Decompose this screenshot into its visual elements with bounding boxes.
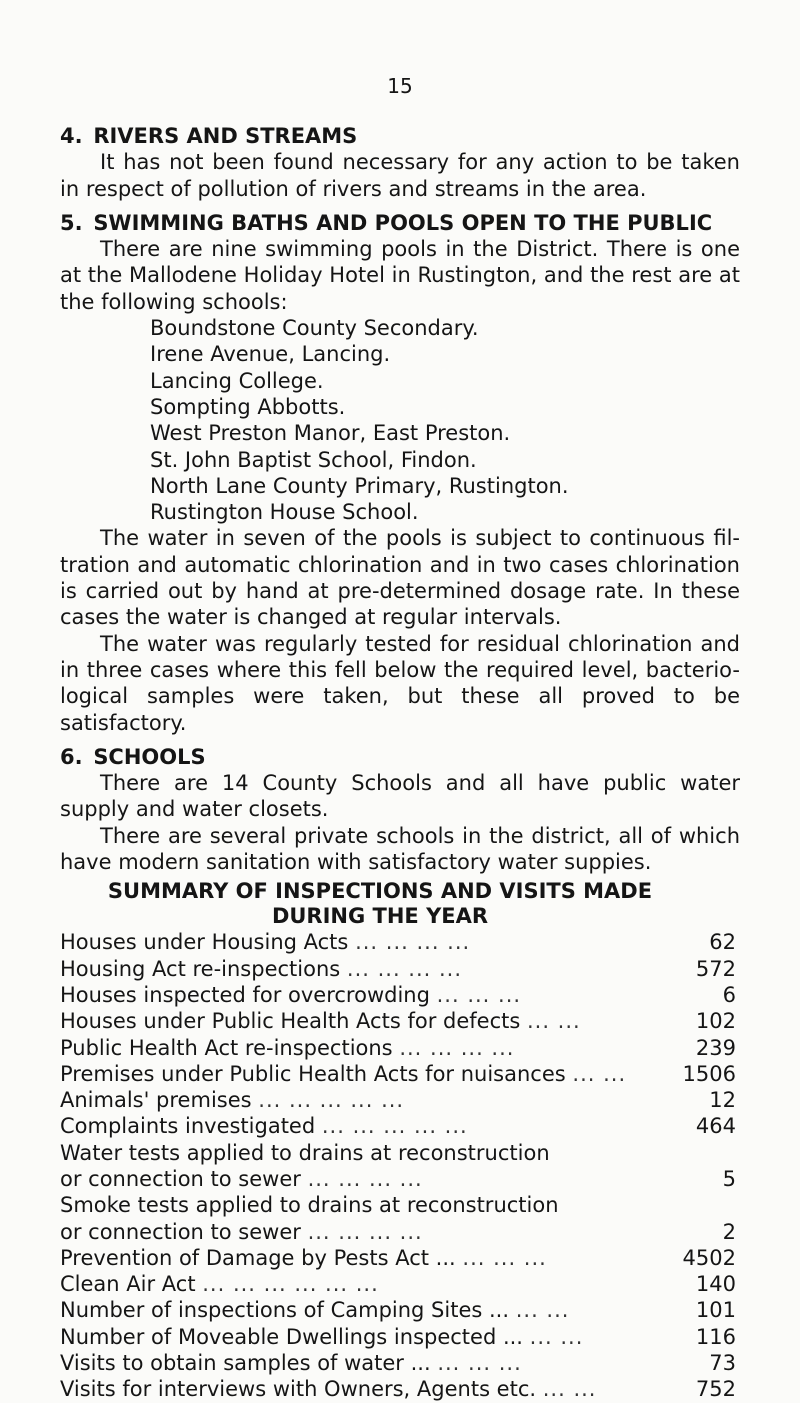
section-heading-swimming [60,210,740,236]
leader-dots: ... ... ... ... [355,930,471,955]
row-value: 116 [695,1324,736,1349]
row-value: 2 [722,1219,736,1244]
leader-dots: ... ... ... [437,1351,522,1376]
row-value: 752 [695,1377,736,1402]
table-row [60,1061,736,1087]
table-row [60,1376,736,1402]
summary-title [60,879,700,929]
paragraph: There are several private schools in the district, all of which have modern sanitation with satisfactory water suppies. [60,823,740,875]
table-row [60,1350,736,1376]
section-heading-rivers [60,123,740,149]
leader-dots: ... ... ... [462,1245,547,1270]
summary-table [60,929,736,1402]
row-value: 12 [709,1088,736,1113]
row-value: 102 [695,1009,736,1034]
row-label: Houses under Public Health Acts for defects [60,1009,521,1034]
table-row [60,1113,736,1139]
row-label: Complaints investigated [60,1114,316,1139]
section-title: SWIMMING BATHS AND POOLS OPEN TO THE PUBLIC [93,210,713,235]
table-row [60,1245,736,1271]
row-label: Water tests applied to drains at reconstruction [60,1140,550,1165]
leader-dots: ... ... ... ... [307,1219,423,1244]
row-label: Clean Air Act [60,1272,196,1297]
table-row [60,1140,736,1166]
list-item: West Preston Manor, East Preston. [150,421,511,446]
row-label: Houses inspected for overcrowding [60,982,430,1007]
leader-dots: ... ... ... ... [307,1166,423,1191]
leader-dots: ... ... ... ... ... [258,1088,405,1113]
section-title: SCHOOLS [93,744,206,769]
leader-dots: ... ... [542,1377,597,1402]
row-label: Visits to obtain samples of water ... [60,1351,431,1376]
paragraph: There are nine swimming pools in the District. There is one at the Mallodene Holiday Hotel in Rustington, and the rest are at the following schools: [60,237,740,314]
table-row [60,1008,736,1034]
section-number: 4. [60,124,83,148]
row-label: Premises under Public Health Acts for nuisances [60,1061,566,1086]
school-list [60,315,740,525]
row-label: Visits for interviews with Owners, Agents etc. [60,1377,537,1402]
row-label: Houses under Housing Acts [60,930,349,955]
row-value: 4502 [682,1245,736,1270]
table-row [60,1324,736,1350]
row-value: 62 [709,930,736,955]
leader-dots: ... ... ... ... ... [321,1114,468,1139]
leader-dots: ... ... ... [436,982,522,1007]
row-value: 140 [695,1272,736,1297]
row-label: Public Health Act re-inspections [60,1035,393,1060]
table-row [60,1271,736,1297]
table-row-continuation [60,1219,736,1245]
paragraph: The water in seven of the pools is subject to continuous fil- tration and automatic chlorination and in two cases chlorination is carried out by hand at pre-determined dosage rate. In these cases the water is changed at regular intervals. [60,526,740,630]
table-row-continuation [60,1166,736,1192]
leader-dots: ... ... [515,1298,570,1323]
row-label: Housing Act re-inspections [60,956,341,981]
section-title: RIVERS AND STREAMS [93,124,358,148]
list-item: St. John Baptist School, Findon. [150,447,477,472]
list-item: North Lane County Primary, Rustington. [150,473,569,498]
page-number: 15 [387,74,413,98]
row-label: Animals' premises [60,1088,252,1113]
table-row [60,956,736,982]
page-body [60,120,740,1403]
table-row [60,982,736,1008]
row-value: 1506 [682,1061,736,1086]
table-row [60,1192,736,1218]
row-label: Prevention of Damage by Pests Act ... [60,1245,456,1270]
row-value: 101 [695,1298,736,1323]
list-item: Rustington House School. [150,500,419,525]
list-item: Irene Avenue, Lancing. [150,342,391,367]
list-item: Sompting Abbotts. [150,394,346,419]
row-label: Smoke tests applied to drains at reconstruction [60,1193,559,1218]
row-value: 239 [695,1035,736,1060]
leader-dots: ... ... ... ... [346,956,463,981]
row-value: 73 [709,1351,736,1376]
row-label-continued: or connection to sewer [60,1219,301,1244]
leader-dots: ... ... [572,1061,627,1086]
row-value: 464 [695,1114,736,1139]
table-row [60,1035,736,1061]
row-label-continued: or connection to sewer [60,1166,301,1191]
summary-title-line: DURING THE YEAR [271,904,489,929]
row-label: Number of inspections of Camping Sites ... [60,1298,510,1323]
section-heading-schools [60,744,740,770]
row-label: Number of Moveable Dwellings inspected ... [60,1324,523,1349]
leader-dots: ... ... ... ... ... ... [202,1272,379,1297]
section-number: 5. [60,210,83,235]
leader-dots: ... ... [526,1009,581,1034]
row-value: 5 [722,1166,736,1191]
row-value: 6 [722,982,736,1007]
section-number: 6. [60,744,83,769]
paragraph: It has not been found necessary for any action to be taken in respect of pollution of rivers and streams in the area. [60,150,740,201]
list-item: Boundstone County Secondary. [150,316,479,341]
leader-dots: ... ... [529,1324,584,1349]
summary-title-line: SUMMARY OF INSPECTIONS AND VISITS MADE [107,879,653,904]
list-item: Lancing College. [150,368,324,393]
row-value: 572 [695,956,736,981]
paragraph: There are 14 County Schools and all have public water supply and water closets. [60,771,740,822]
table-row [60,1087,736,1113]
table-row [60,1297,736,1323]
leader-dots: ... ... ... ... [399,1035,515,1060]
table-row [60,929,736,955]
paragraph: The water was regularly tested for residual chlorination and in three cases where this fell below the required level, bacterio- logical samples were taken, but these all proved to be satisfactory. [60,631,740,735]
